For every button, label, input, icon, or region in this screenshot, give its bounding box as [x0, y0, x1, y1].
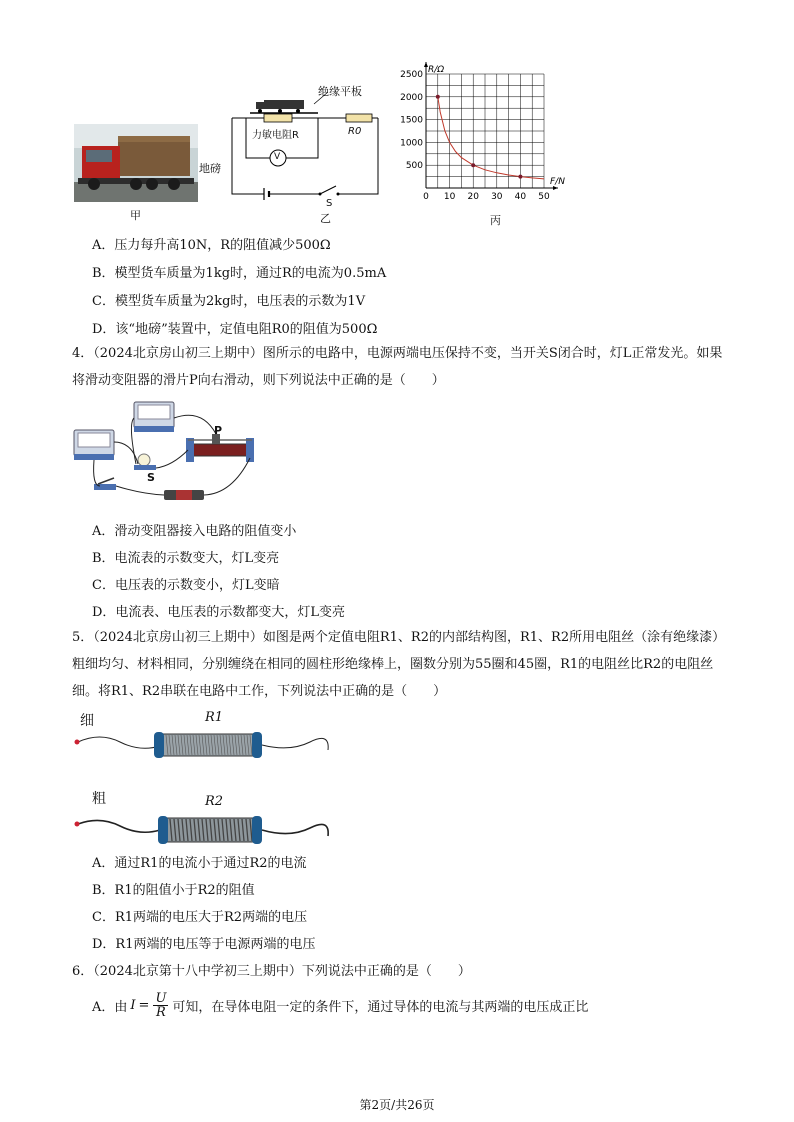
q5-stem: 5．（2024北京房山初三上期中）如图是两个定值电阻R1、R2的内部结构图，R1、R2所用电阻丝（涂有绝缘漆）粗细均匀、材料相同，分别缠绕在相同的圆柱形绝缘棒上，圈数分别为55圈和45圈，R1的电阻丝比R2的电阻丝细。将R1、R2串联在电路中工作，下列说法中正确的是（ ）: [72, 630, 726, 699]
x-tick-label: 10: [443, 192, 456, 202]
switch-label: S: [326, 198, 333, 209]
r2-label: R2: [205, 794, 224, 809]
y-tick-label: 500: [405, 161, 423, 172]
y-tick-label: 1000: [400, 138, 423, 149]
y-tick-label: 1500: [400, 115, 423, 126]
resistor-r1-figure: [70, 728, 334, 762]
q4-circuit-photo: [72, 398, 256, 508]
force-sensor-label: 力敏电阻R: [252, 130, 299, 141]
q6-stem: 6．（2024北京第十八中学初三上期中）下列说法中正确的是（ ）: [72, 964, 471, 979]
q4-option-b[interactable]: B．电流表的示数变大，灯L变亮: [92, 551, 280, 566]
photo-side-label: 地磅: [199, 162, 221, 175]
q4-stem: 4．（2024北京房山初三上期中）图所示的电路中，电源两端电压保持不变，当开关S闭合时，灯L正常发光。如果将滑动变阻器的滑片P向右滑动，则下列说法中正确的是（ ）: [72, 346, 723, 388]
weigh-circuit-diagram: [228, 82, 388, 212]
q6-option-a-prefix: A．由: [92, 999, 128, 1015]
thick-label: 粗: [92, 791, 106, 807]
q4-option-c[interactable]: C．电压表的示数变小，灯L变暗: [92, 578, 280, 593]
y-tick-label: 2000: [400, 92, 423, 103]
model-truck-icon: [256, 100, 304, 113]
x-axis-label: F/N: [550, 177, 565, 187]
voltmeter-label: V: [274, 152, 281, 162]
data-point: [436, 95, 440, 99]
data-point: [471, 163, 475, 167]
formula-numerator: U: [155, 990, 167, 1006]
r0-label: R0: [348, 126, 362, 137]
resistor-r2-figure: [70, 812, 334, 848]
switch-s-label: S: [147, 471, 155, 484]
slider-p-label: P: [214, 424, 223, 437]
page-footer: 第2页/共26页: [359, 1098, 435, 1112]
x-tick-label: 20: [467, 192, 479, 202]
q3-option-b[interactable]: B．模型货车质量为1kg时，通过R的电流为0.5mA: [92, 266, 387, 281]
q5-option-a[interactable]: A．通过R1的电流小于通过R2的电流: [92, 856, 307, 871]
data-point: [518, 175, 522, 179]
truck-scale-photo: [74, 124, 198, 202]
formula-lhs: I: [130, 997, 136, 1013]
caption-bing: 丙: [490, 214, 501, 227]
x-tick-label: 0: [423, 192, 429, 202]
caption-jia: 甲: [130, 209, 141, 222]
r-vs-f-chart: [398, 56, 598, 216]
q6-option-a[interactable]: [92, 990, 588, 1020]
q3-option-a[interactable]: A．压力每升高10N，R的阻值减少500Ω: [92, 238, 331, 253]
formula-denominator: R: [156, 1004, 166, 1020]
x-tick-label: 40: [514, 192, 527, 202]
q5-option-b[interactable]: B．R1的阻值小于R2的阻值: [92, 883, 255, 898]
q4-option-d[interactable]: D．电流表、电压表的示数都变大，灯L变亮: [92, 605, 346, 620]
y-axis-label: R/Ω: [428, 65, 445, 75]
x-tick-label: 30: [491, 192, 503, 202]
q4-option-a[interactable]: A．滑动变阻器接入电路的阻值变小: [92, 524, 297, 539]
formula-fraction: [153, 992, 168, 1019]
thin-label: 细: [80, 713, 94, 729]
x-tick-label: 50: [538, 192, 550, 202]
series-line: [438, 97, 544, 179]
r1-label: R1: [205, 710, 224, 725]
q6-option-a-suffix: 可知，在导体电阻一定的条件下，通过导体的电流与其两端的电压成正比: [172, 999, 589, 1015]
q3-option-d[interactable]: D．该“地磅”装置中，定值电阻R0的阻值为500Ω: [92, 322, 378, 337]
caption-yi: 乙: [320, 212, 331, 225]
equals-sign: =: [138, 997, 150, 1013]
q5-option-c[interactable]: C．R1两端的电压大于R2两端的电压: [92, 910, 308, 925]
platform-label: 绝缘平板: [318, 85, 362, 98]
y-tick-label: 2500: [400, 70, 423, 80]
q3-option-c[interactable]: C．模型货车质量为2kg时，电压表的示数为1V: [92, 294, 366, 309]
q5-option-d[interactable]: D．R1两端的电压等于电源两端的电压: [92, 937, 316, 952]
